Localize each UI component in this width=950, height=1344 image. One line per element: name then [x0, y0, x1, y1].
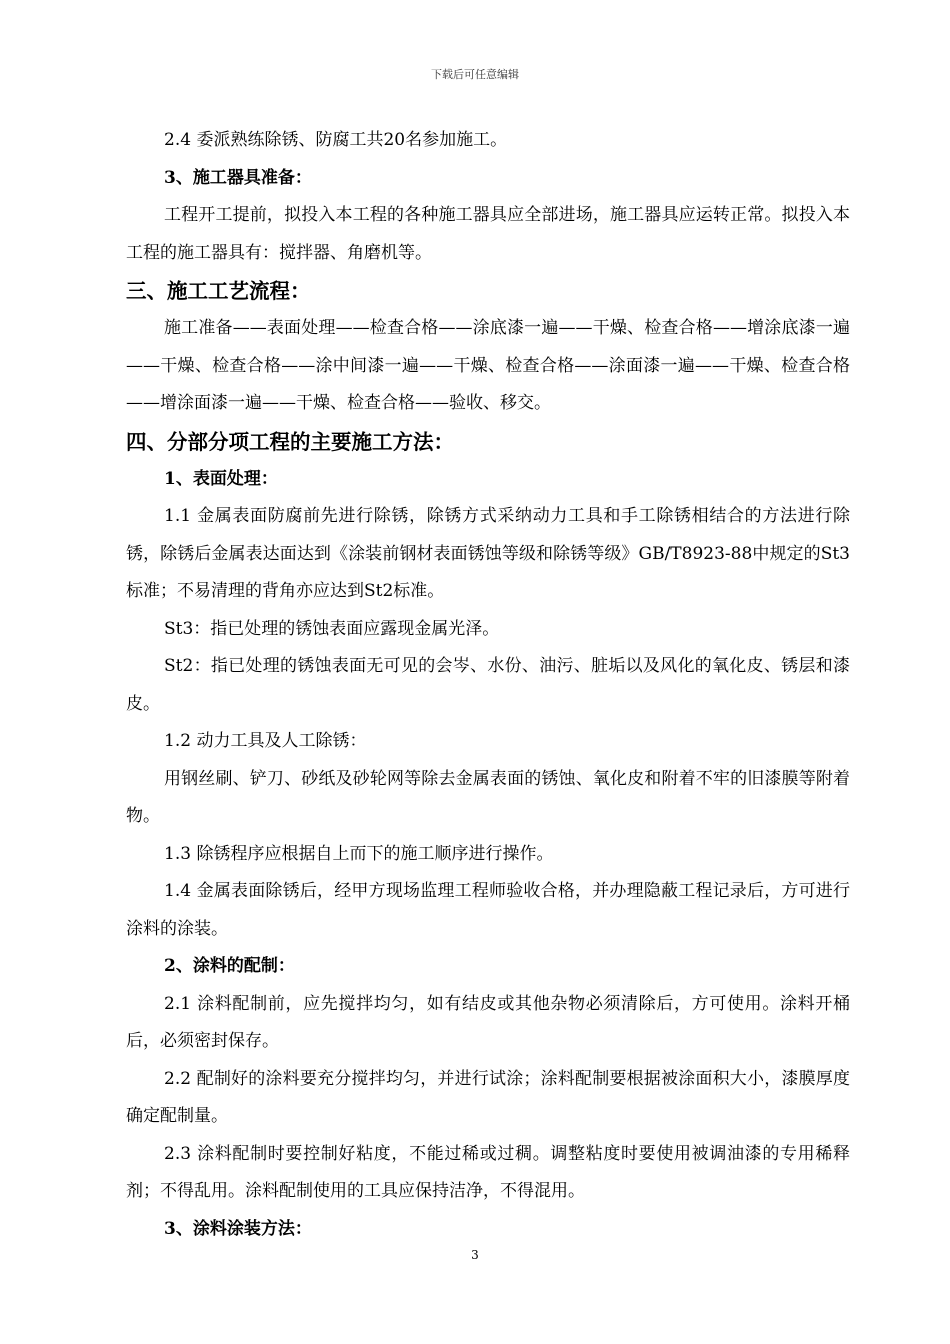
paragraph-process-flow: 施工准备——表面处理——检查合格——涂底漆一遍——干燥、检查合格——增涂底漆一遍——干燥、检查合格——涂中间漆一遍——干燥、检查合格——涂面漆一遍——干燥、检查合格——增涂面漆一遍——干燥、检查合格——验收、移交。 — [126, 318, 850, 413]
subheading-tools: 3、施工器具准备： — [164, 167, 312, 188]
paragraph-2-1: 2.1 涂料配制前，应先搅拌均匀，如有结皮或其他杂物必须清除后，方可使用。涂料开桶后，必须密封保存。 — [126, 993, 850, 1051]
paragraph-tools: 工程开工提前，拟投入本工程的各种施工器具应全部进场，施工器具应运转正常。拟投入本工程的施工器具有：搅拌器、角磨机等。 — [126, 205, 850, 263]
paragraph-2-3: 2.3 涂料配制时要控制好粘度，不能过稀或过稠。调整粘度时要使用被调油漆的专用稀释剂；不得乱用。涂料配制使用的工具应保持洁净，不得混用。 — [126, 1143, 850, 1201]
heading-construction-methods: 四、分部分项工程的主要施工方法： — [126, 429, 454, 454]
paragraph-tools-list: 用钢丝刷、铲刀、砂纸及砂轮网等除去金属表面的锈蚀、氧化皮和附着不牢的旧漆膜等附着物。 — [126, 768, 850, 826]
paragraph-2-4: 2.4 委派熟练除锈、防腐工共20名参加施工。 — [164, 130, 508, 150]
paragraph-1-4: 1.4 金属表面除锈后，经甲方现场监理工程师验收合格，并办理隐蔽工程记录后，方可进行涂料的涂装。 — [126, 881, 850, 939]
heading-process-flow: 三、施工工艺流程： — [126, 279, 311, 303]
paragraph-1-1: 1.1 金属表面防腐前先进行除锈，除锈方式采纳动力工具和手工除锈相结合的方法进行除锈，除锈后金属表达面达到《涂装前钢材表面锈蚀等级和除锈等级》GB/T8923-88中规定的St3标准；不易清理的背角亦应达到St2标准。 — [126, 506, 850, 601]
paragraph-1-2: 1.2 动力工具及人工除锈： — [164, 731, 367, 751]
page-header: 下载后可任意编辑 — [431, 68, 519, 81]
subheading-coating-prep: 2、涂料的配制： — [164, 956, 295, 976]
document-body — [126, 122, 850, 1248]
paragraph-st3: St3：指已处理的锈蚀表面应露现金属光泽。 — [164, 618, 500, 639]
subheading-coating-method: 3、涂料涂装方法： — [164, 1218, 312, 1239]
subheading-surface-treatment: 1、表面处理： — [164, 468, 278, 489]
page-number: 3 — [471, 1248, 479, 1262]
paragraph-1-3: 1.3 除锈程序应根据自上而下的施工顺序进行操作。 — [164, 843, 554, 864]
paragraph-2-2: 2.2 配制好的涂料要充分搅拌均匀，并进行试涂；涂料配制要根据被涂面积大小，漆膜厚度确定配制量。 — [126, 1068, 850, 1126]
paragraph-st2: St2：指已处理的锈蚀表面无可见的会岑、水份、油污、脏垢以及风化的氧化皮、锈层和漆皮。 — [126, 656, 850, 714]
